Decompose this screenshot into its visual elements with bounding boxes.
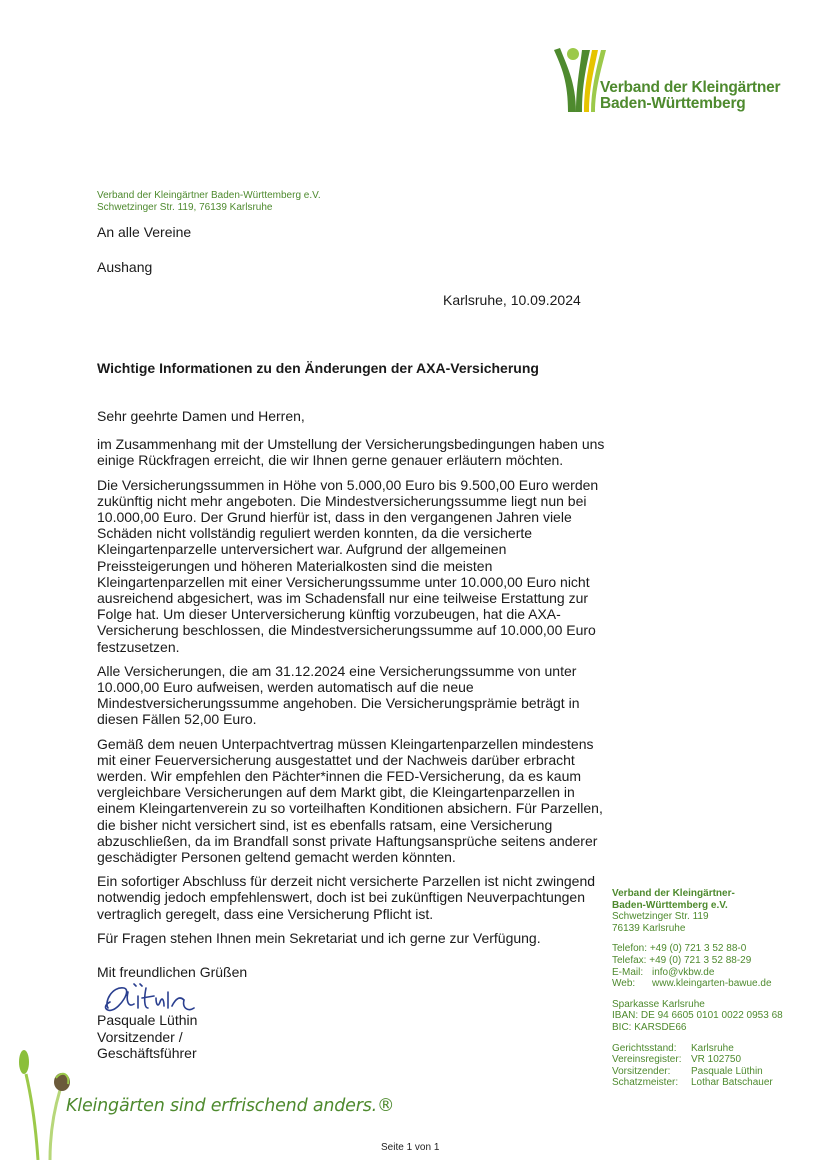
body-paragraph: im Zusammenhang mit der Umstellung der Versicherungsbedingungen haben uns einige Rückfragen erreicht, die wir Ihnen gerne genauer erläutern möchten.	[97, 436, 605, 469]
sidebar-org-1: Verband der Kleingärtner-	[612, 888, 735, 899]
sidebar-web	[612, 978, 817, 990]
sidebar-fax	[612, 955, 817, 967]
letter-date: Karlsruhe, 10.09.2024	[443, 292, 581, 308]
sender-line-2: Schwetzinger Str. 119, 76139 Karlsruhe	[97, 202, 273, 213]
fax-label: Telefax:	[612, 954, 647, 966]
sender-line-1: Verband der Kleingärtner Baden-Württemberg e.V.	[97, 190, 321, 201]
phone-value: +49 (0) 721 3 52 88-0	[649, 943, 747, 955]
court-label: Gerichtsstand:	[612, 1042, 677, 1054]
signatory-name: Pasquale Lüthin	[97, 1012, 198, 1028]
sidebar-phone	[612, 943, 817, 955]
recipient: An alle Vereine	[97, 224, 192, 240]
notice-label: Aushang	[97, 259, 153, 275]
sidebar-org-2: Baden-Württemberg e.V.	[612, 899, 728, 911]
body-paragraph: Gemäß dem neuen Unterpachtvertrag müssen Kleingartenparzellen mindestens mit einer Feuerversicherung ausgestattet und der Nachweis darüber erbracht werden. Wir empfehlen den Pächter*innen die FED-Versicherung, da es kaum vergleichbare Versicherungen auf dem Markt gibt, die Kleingartenparzellen in einem Kleingartenverein zu so vorteilhaften Konditionen absichern. Für Parzellen, die bisher nicht versichert sind, ist es ebenfalls ratsam, eine Versicherung abzuschließen, da im Brandfall sonst private Haftungsansprüche seitens anderer geschädigter Personen geltend gemacht werden könnten.	[97, 735, 603, 866]
letterhead-sidebar	[612, 888, 817, 1098]
salutation: Sehr geehrte Damen und Herren,	[97, 408, 305, 424]
signatory	[97, 1012, 197, 1062]
sidebar-iban: IBAN: DE 94 6605 0101 0022 0953 68	[612, 1010, 783, 1022]
logo-wordmark	[600, 80, 780, 112]
web-link[interactable]: www.kleingarten-bawue.de	[652, 978, 772, 990]
page-number: Seite 1 von 1	[381, 1142, 440, 1153]
sidebar-email	[612, 967, 817, 979]
letter-body	[97, 408, 607, 954]
body-paragraph: Die Versicherungssummen in Höhe von 5.000,00 Euro bis 9.500,00 Euro werden zukünftig nicht mehr angeboten. Die Mindestversicherungssumme liegt nun bei 10.000,00 Euro. Der Grund hierfür ist, dass in den vergangenen Jahren viele Schäden nicht vollständig reguliert werden konnten, da die versicherte Kleingartenparzelle unterversichert war. Aufgrund der allgemeinen Preissteigerungen und höheren Materialkosten sind die meisten Kleingartenparzellen mit einer Versicherungssumme unter 10.000,00 Euro nicht ausreichend abgesichert, was im Schadensfall nur eine teilweise Erstattung zur Folge hat. Um dieser Unterversicherung künftig vorzubeugen, hat die AXA-Versicherung beschlossen, die Mindestversicherungssumme auf 10.000,00 Euro festzusetzen.	[97, 476, 599, 655]
logo-line-2: Baden-Württemberg	[600, 95, 746, 112]
logo-line-1: Verband der Kleingärtner	[600, 79, 781, 96]
treasurer-label: Schatzmeister:	[612, 1077, 679, 1089]
footer-slogan: Kleingärten sind erfrischend anders.®	[66, 1096, 395, 1116]
register-value: VR 102750	[691, 1054, 742, 1066]
sidebar-bank: Sparkasse Karlsruhe	[612, 998, 705, 1010]
closing-greeting: Mit freundlichen Grüßen	[97, 964, 248, 980]
sidebar-street: Schwetzinger Str. 119	[612, 911, 709, 923]
body-paragraph: Für Fragen stehen Ihnen mein Sekretariat und ich gerne zur Verfügung.	[97, 929, 541, 946]
letter-subject: Wichtige Informationen zu den Änderungen der AXA-Versicherung	[97, 360, 539, 376]
signatory-role-1: Vorsitzender /	[97, 1028, 183, 1045]
chair-label: Vorsitzender:	[612, 1065, 671, 1077]
court-value: Karlsruhe	[691, 1042, 734, 1054]
web-label: Web:	[612, 978, 636, 990]
sidebar-bic: BIC: KARSDE66	[612, 1021, 687, 1033]
chair-value: Pasquale Lüthin	[691, 1065, 763, 1077]
treasurer-value: Lothar Batschauer	[691, 1077, 773, 1089]
email-link[interactable]: info@vkbw.de	[652, 966, 715, 978]
signatory-role-2: Geschäftsführer	[97, 1045, 197, 1061]
email-label: E-Mail:	[612, 966, 644, 978]
sender-address	[97, 190, 321, 214]
sidebar-city: 76139 Karlsruhe	[612, 922, 686, 934]
register-label: Vereinsregister:	[612, 1054, 682, 1066]
fax-value: +49 (0) 721 3 52 88-29	[649, 954, 752, 966]
body-paragraph: Alle Versicherungen, die am 31.12.2024 eine Versicherungssumme von unter 10.000,00 Euro aufweisen, werden automatisch auf die neue Mindestversicherungssumme angehoben. Die Versicherungsprämie beträgt in diesen Fällen 52,00 Euro.	[97, 662, 580, 728]
body-paragraph: Ein sofortiger Abschluss für derzeit nicht versicherte Parzellen ist nicht zwingend notwendig jedoch empfehlenswert, doch ist bei zukünftigen Neuverpachtungen vertraglich geregelt, dass eine Versicherung Pflicht ist.	[97, 873, 596, 922]
phone-label: Telefon:	[612, 943, 648, 955]
